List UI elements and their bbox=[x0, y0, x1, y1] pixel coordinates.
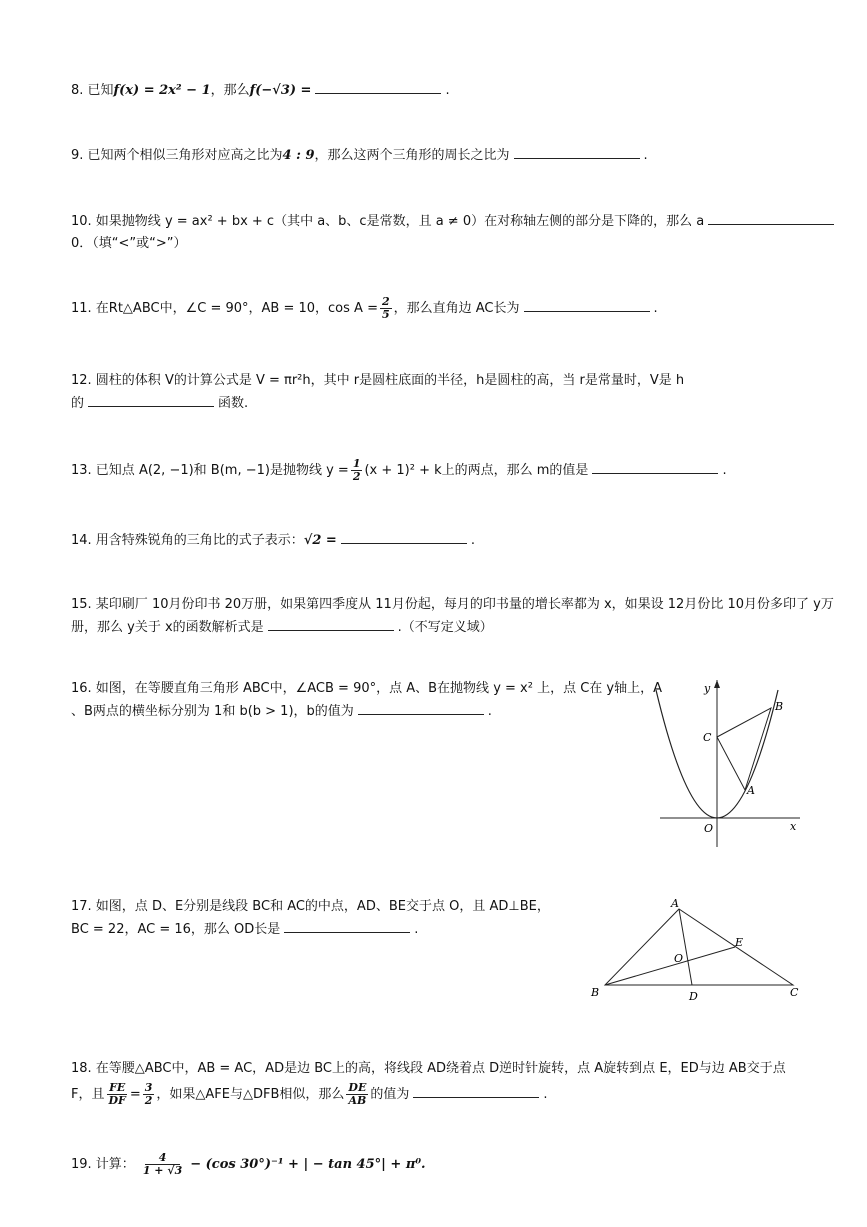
question-15 bbox=[71, 594, 834, 639]
question-16 bbox=[71, 678, 662, 723]
q18-fraction-3-2: $\frac{3}{2}$ bbox=[144, 1081, 153, 1107]
q11-fraction: $\frac{2}{5}$ bbox=[381, 295, 390, 321]
parabola-figure bbox=[650, 672, 810, 852]
q16-text: 、B两点的横坐标分别为 1和 b(b > 1)，b的值为 bbox=[71, 704, 354, 719]
q8-formula-2: f(−√3) = bbox=[249, 83, 312, 98]
question-19 bbox=[71, 1150, 426, 1180]
question-9 bbox=[71, 144, 648, 167]
q18-equals: = bbox=[129, 1087, 141, 1102]
q14-period: . bbox=[470, 533, 475, 548]
q15-text-2: .（不写定义域） bbox=[397, 620, 493, 635]
q19-text: 19. 计算： bbox=[71, 1157, 135, 1172]
q18-period: . bbox=[543, 1087, 548, 1102]
q16-line-1: 16. 如图，在等腰直角三角形 ABC中，∠ACB = 90°，点 A、B在抛物线 y = x² 上，点 C在 y轴上，A bbox=[71, 681, 663, 696]
q13-text-2: (x + 1)² + k上的两点，那么 m的值是 bbox=[364, 463, 589, 478]
q8-text: 8. 已知 bbox=[71, 83, 114, 98]
q13-text: 13. 已知点 A(2, −1)和 B(m, −1)是抛物线 y = bbox=[71, 463, 349, 478]
question-13 bbox=[71, 458, 727, 483]
label-c: C bbox=[703, 731, 712, 744]
label-d: D bbox=[689, 990, 698, 1003]
label-c: C bbox=[790, 986, 799, 999]
q10-line-1: 10. 如果抛物线 y = ax² + bx + c（其中 a、b、c是常数，且 a ≠ 0）在对称轴左侧的部分是下降的，那么 a bbox=[71, 214, 705, 229]
q8-text-2: ，那么 bbox=[210, 83, 250, 98]
label-origin: O bbox=[704, 822, 714, 835]
question-18 bbox=[71, 1056, 786, 1108]
answer-blank[interactable] bbox=[341, 529, 467, 544]
q16-period: . bbox=[487, 704, 492, 719]
q8-period: . bbox=[445, 83, 450, 98]
q14-formula: √2 = bbox=[303, 533, 337, 548]
q18-fraction-de-ab: $\frac{DE}{AB}$ bbox=[348, 1081, 367, 1107]
q14-text: 14. 用含特殊锐角的三角比的式子表示： bbox=[71, 533, 304, 548]
question-11 bbox=[71, 296, 658, 321]
segment-be bbox=[605, 947, 735, 985]
label-y: y bbox=[704, 682, 711, 695]
segment-ad bbox=[679, 909, 692, 985]
q9-text: 9. 已知两个相似三角形对应高之比为 bbox=[71, 148, 283, 163]
label-o: O bbox=[674, 952, 684, 965]
q13-period: . bbox=[722, 463, 727, 478]
answer-blank[interactable] bbox=[358, 700, 484, 715]
q8-formula: f(x) = 2x² − 1 bbox=[113, 83, 211, 98]
answer-blank[interactable] bbox=[413, 1083, 539, 1098]
q12-text: 的 bbox=[71, 396, 85, 411]
q17-text: BC = 22，AC = 16，那么 OD长是 bbox=[71, 922, 281, 937]
q12-line-1: 12. 圆柱的体积 V的计算公式是 V = πr²h，其中 r是圆柱底面的半径，h是圆柱的高，当 r是常量时，V是 h bbox=[71, 373, 685, 388]
q18-text: F，且 bbox=[71, 1087, 105, 1102]
label-b: B bbox=[775, 700, 784, 713]
answer-blank[interactable] bbox=[524, 297, 650, 312]
q19-fraction: $\frac{4}{1 + √3}$ bbox=[142, 1151, 183, 1177]
answer-blank[interactable] bbox=[708, 210, 834, 225]
question-12 bbox=[71, 370, 684, 415]
triangle-abc bbox=[717, 708, 771, 790]
answer-blank[interactable] bbox=[514, 144, 640, 159]
q12-text-2: 函数. bbox=[218, 396, 249, 411]
answer-blank[interactable] bbox=[268, 616, 394, 631]
q18-fraction-fe-df: $\frac{FE}{DF}$ bbox=[108, 1081, 126, 1107]
q9-period: . bbox=[643, 148, 648, 163]
q9-ratio: 4 : 9 bbox=[282, 148, 315, 163]
q11-text: 11. 在Rt△ABC中，∠C = 90°，AB = 10，cos A = bbox=[71, 301, 378, 316]
q13-fraction: $\frac{1}{2}$ bbox=[352, 457, 361, 483]
answer-blank[interactable] bbox=[88, 392, 214, 407]
question-8 bbox=[71, 79, 450, 102]
label-a: A bbox=[747, 784, 755, 797]
q18-text-3: 的值为 bbox=[370, 1087, 410, 1102]
y-axis-arrow bbox=[714, 680, 720, 688]
q10-line-2: 0．（填“<”或“>”） bbox=[71, 236, 187, 251]
question-10 bbox=[71, 210, 838, 255]
triangle-figure bbox=[585, 892, 805, 1012]
question-14 bbox=[71, 529, 475, 552]
q9-text-2: ，那么这两个三角形的周长之比为 bbox=[314, 148, 510, 163]
q15-line-1: 15. 某印刷厂 10月份印书 20万册，如果第四季度从 11月份起，每月的印书量的增长率都为 x，如果设 12月份比 10月份多印了 y万 bbox=[71, 597, 834, 612]
label-a: A bbox=[671, 897, 679, 910]
answer-blank[interactable] bbox=[315, 79, 441, 94]
q11-period: . bbox=[653, 301, 658, 316]
q17-period: . bbox=[414, 922, 419, 937]
q11-text-2: ，那么直角边 AC长为 bbox=[393, 301, 520, 316]
label-e: E bbox=[735, 936, 744, 949]
q19-formula: − (cos 30°)⁻¹ + | − tan 45°| + π⁰. bbox=[190, 1157, 426, 1172]
label-x: x bbox=[790, 820, 797, 833]
question-17 bbox=[71, 896, 550, 941]
answer-blank[interactable] bbox=[592, 459, 718, 474]
q18-line-1: 18. 在等腰△ABC中，AB = AC，AD是边 BC上的高，将线段 AD绕着点 D逆时针旋转，点 A旋转到点 E，ED与边 AB交于点 bbox=[71, 1061, 786, 1076]
q17-line-1: 17. 如图，点 D、E分别是线段 BC和 AC的中点，AD、BE交于点 O，且 AD⊥BE， bbox=[71, 899, 550, 914]
label-b: B bbox=[591, 986, 600, 999]
q18-text-2: ，如果△AFE与△DFB相似，那么 bbox=[156, 1087, 345, 1102]
answer-blank[interactable] bbox=[284, 918, 410, 933]
triangle-abc bbox=[605, 909, 793, 985]
q15-text: 册，那么 y关于 x的函数解析式是 bbox=[71, 620, 264, 635]
